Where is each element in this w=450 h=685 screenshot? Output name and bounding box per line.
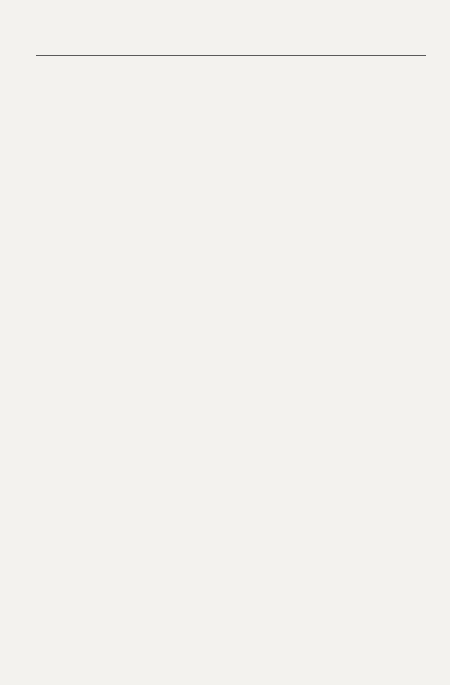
header-rule (36, 55, 426, 56)
page-header (36, 34, 426, 52)
